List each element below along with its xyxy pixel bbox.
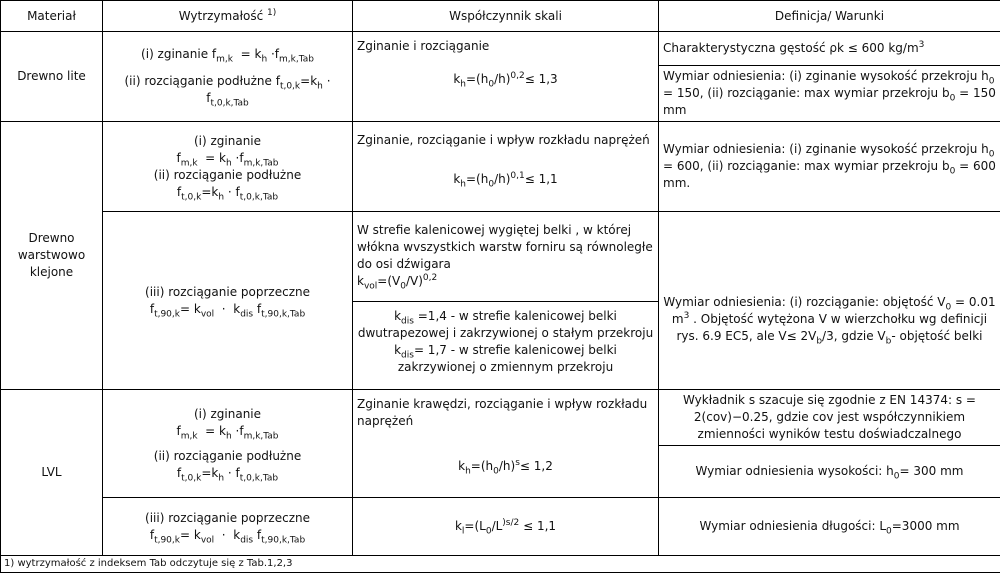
definition-lvl-height: Wymiar odniesienia wysokości: $h_0= 300$ mm: [659, 446, 1000, 498]
definition-glulam-volume: Wymiar odniesienia: (i) rozciąganie: objętość $V_0 = 0.01$ $m^3$ . Objętość wytężona V w wierzchołku wg definicji rys. 6.9 EC5, ale $V\le 2V_b/3$, gdzie $V_b-$ objętość belki: [659, 212, 1000, 390]
scale-glulam: Zginanie, rozciąganie i wpływ rozkładu naprężeń $k_h=(h_0/h)^{0,1}\le 1,1$: [353, 122, 659, 212]
header-strength: Wytrzymałość $^{1)}$: [103, 1, 353, 32]
strength-glulam-bending-tension: (i) zginanie $f_{m,k} = k_h \cdot f_{m,k,Tab}$ (ii) rozciąganie podłużne $f_{t,0,k}=k_h \cdot f_{t,0,k,Tab}$: [103, 122, 353, 212]
definition-glulam-reference: Wymiar odniesienia: (i) zginanie wysokość przekroju $h_0 = 600$, (ii) rozciąganie: max wymiar przekroju $b_0 = 600$ mm.: [659, 122, 1000, 212]
scale-solid-wood: Zginanie i rozciąganie $k_h=(h_0/h)^{0,2}\le 1,3$: [353, 32, 659, 122]
scale-glulam-transverse: [353, 212, 659, 390]
header-definition: Definicja/ Warunki: [659, 1, 1000, 32]
table-row: [1, 498, 1000, 556]
header-material: Materiał: [1, 1, 103, 32]
table-row: [1, 32, 1000, 66]
header-row: [1, 1, 1000, 32]
strength-lvl-transverse: (iii) rozciąganie poprzeczne $f_{t,90,k}= k_{vol} \cdot k_{dis}$ $f_{t,90,k,Tab}$: [103, 498, 353, 556]
footnote-row: [1, 556, 1000, 573]
definition-solid-density: Charakterystyczna gęstość ρk ≤ 600 $kg/m^3$: [659, 32, 1000, 66]
strength-solid-wood: (i) zginanie $f_{m,k} = k_h \cdot f_{m,k,Tab}$ (ii) rozciąganie podłużne $f_{t,0,k}=k_h \cdot f_{t,0,k,Tab}$: [103, 32, 353, 122]
table-row: [1, 212, 1000, 390]
material-glulam: Drewno warstwowo klejone: [1, 122, 103, 390]
material-solid-wood: Drewno lite: [1, 32, 103, 122]
definition-lvl-length: Wymiar odniesienia długości: $L_0=3000$ mm: [659, 498, 1000, 556]
table-row: [1, 390, 1000, 446]
header-scale: Współczynnik skali: [353, 1, 659, 32]
table-row: [1, 122, 1000, 212]
scale-lvl-length: $k_l=(L_0/L^{)s/2} \le 1,1$: [353, 498, 659, 556]
scale-lvl: Zginanie krawędzi, rozciąganie i wpływ rozkładu naprężeń $k_h=(h_0/h)^s\le 1,2$: [353, 390, 659, 498]
definition-solid-reference: Wymiar odniesienia: (i) zginanie wysokość przekroju $h_0 = 150$, (ii) rozciąganie: max wymiar przekroju $b_0 = 150$ mm: [659, 66, 1000, 122]
kdis-cell: $k_{dis} =1,4 - w$ strefie kalenicowej belki dwutrapezowej i zakrzywionej o stałym przekroju $k_{dis}= 1,7 - w$ strefie kalenicowej belki zakrzywionej o zmiennym przekroju: [353, 302, 658, 382]
strength-lvl-bending-tension: (i) zginanie $f_{m,k} = k_h \cdot f_{m,k,Tab}$ (ii) rozciąganie podłużne $f_{t,0,k}=k_h \cdot f_{t,0,k,Tab}$: [103, 390, 353, 498]
footnote: 1) wytrzymałość z indeksem Tab odczytuje się z Tab.1,2,3: [1, 556, 1000, 573]
kvol-cell: W strefie kalenicowej wygiętej belki , w której włókna wvszystkich warstw forniru są równoległe do osi dźwigara $k_{vol}=(V_0/V)^{0,2}$: [353, 219, 658, 302]
material-lvl: LVL: [1, 390, 103, 556]
definition-lvl-exponent: Wykładnik s szacuje się zgodnie z EN 14374: s = 2(cov)−0.25, gdzie cov jest współczynnikiem zmienności wyników testu doświadczalnego: [659, 390, 1000, 446]
strength-glulam-transverse: (iii) rozciąganie poprzeczne $f_{t,90,k}= k_{vol} \cdot k_{dis}$ $f_{t,90,k,Tab}$: [103, 212, 353, 390]
